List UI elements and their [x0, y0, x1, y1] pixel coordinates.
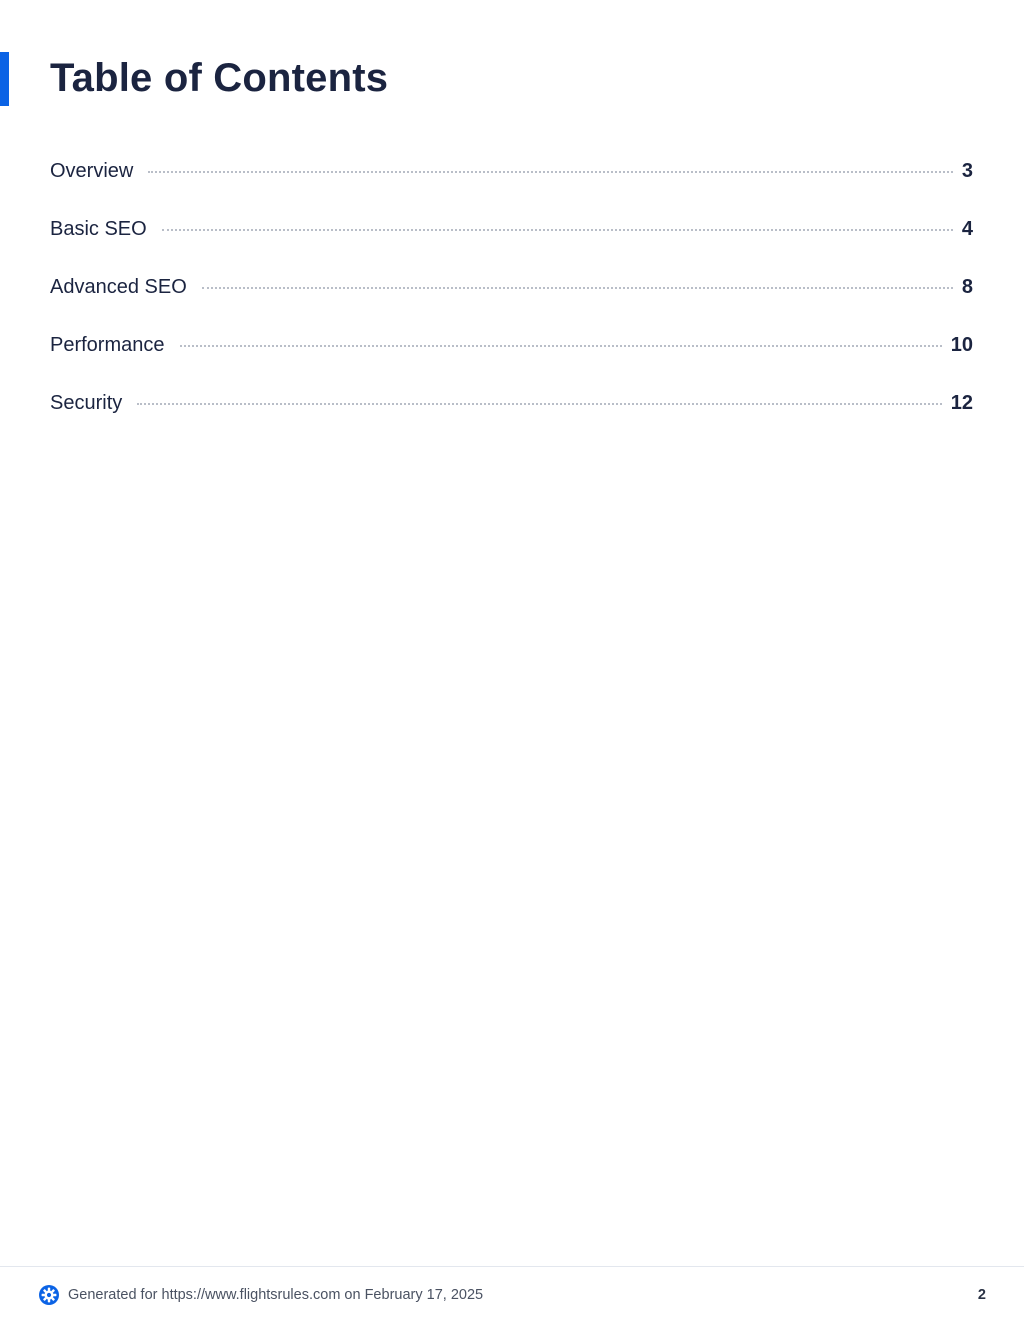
page-title: Table of Contents — [50, 56, 389, 100]
toc-entry-page-number: 12 — [950, 392, 973, 414]
toc-entry-page-number: 4 — [961, 218, 973, 240]
toc-entry-security[interactable] — [50, 384, 973, 442]
dot-leader — [137, 403, 942, 405]
toc-entry-page-number: 8 — [961, 276, 973, 298]
gear-badge-icon — [38, 1284, 60, 1306]
footer-page-number: 2 — [977, 1287, 986, 1303]
toc-entry-overview[interactable] — [50, 152, 973, 210]
toc-entry-label: Security — [50, 392, 123, 414]
toc-entry-performance[interactable] — [50, 326, 973, 384]
page-footer — [38, 1283, 986, 1307]
toc-entry-page-number: 3 — [961, 160, 973, 182]
toc-entry-label: Basic SEO — [50, 218, 147, 240]
toc-entry-label: Advanced SEO — [50, 276, 187, 298]
footer-generated-text: Generated for https://www.flightsrules.com on February 17, 2025 — [68, 1287, 484, 1303]
table-of-contents — [50, 152, 973, 442]
footer-divider — [0, 1266, 1024, 1267]
toc-entry-basic-seo[interactable] — [50, 210, 973, 268]
dot-leader — [148, 171, 953, 173]
dot-leader — [162, 229, 953, 231]
toc-entry-label: Performance — [50, 334, 165, 356]
dot-leader — [180, 345, 942, 347]
toc-entry-advanced-seo[interactable] — [50, 268, 973, 326]
title-accent-bar — [0, 52, 9, 106]
dot-leader — [202, 287, 953, 289]
toc-entry-label: Overview — [50, 160, 134, 182]
toc-entry-page-number: 10 — [950, 334, 973, 356]
